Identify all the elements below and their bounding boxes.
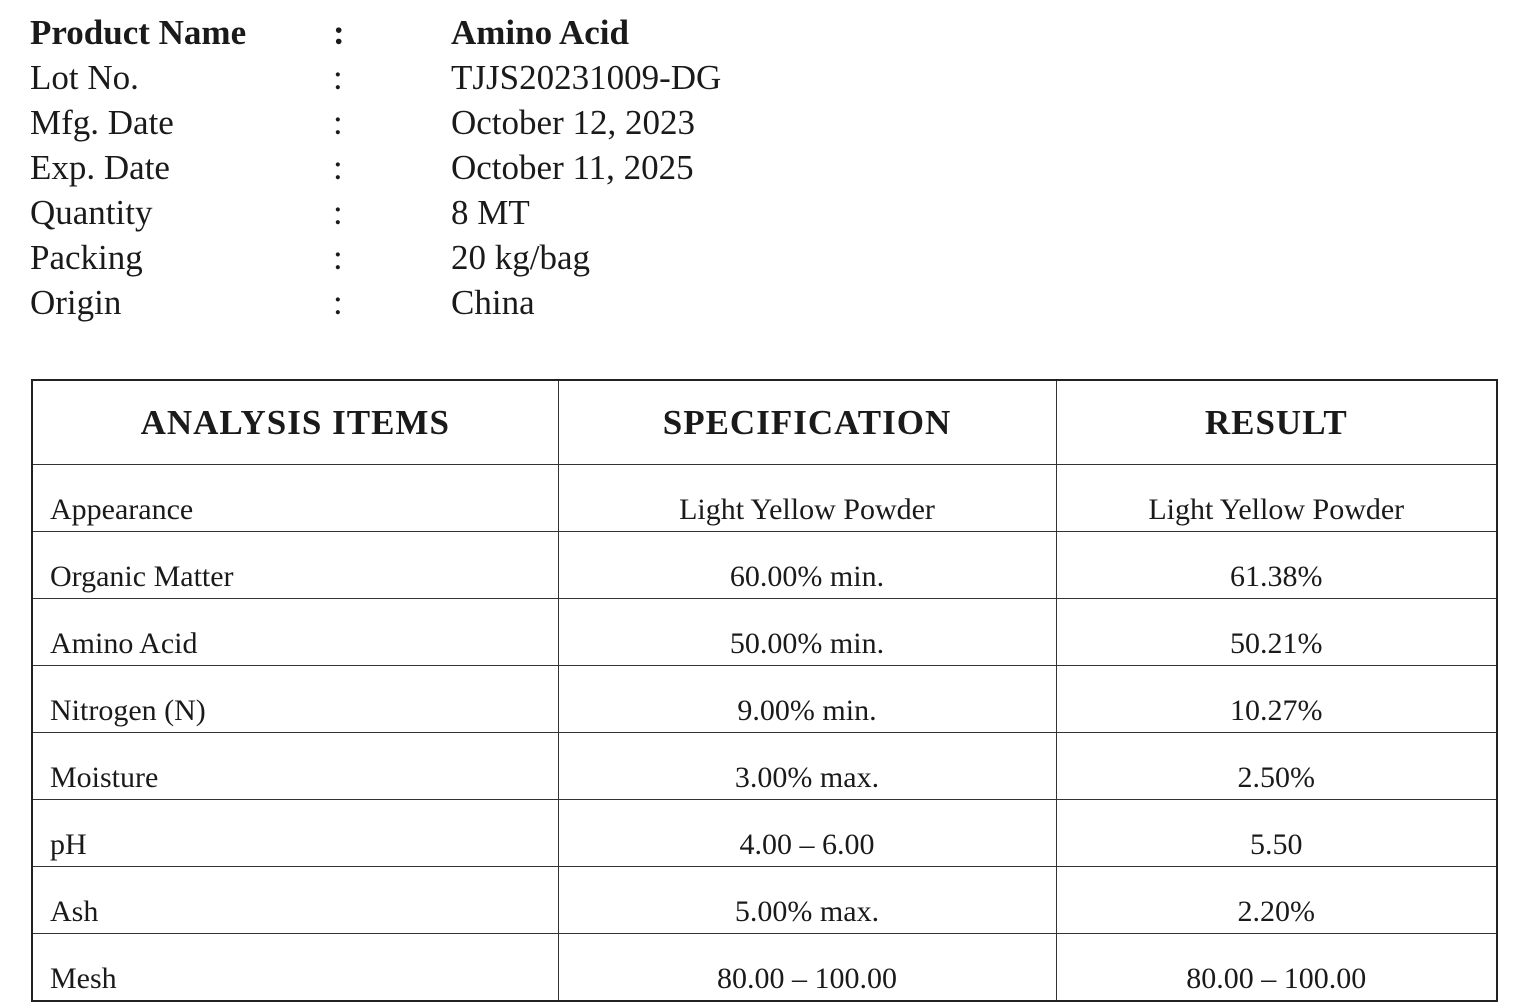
header-analysis-items: ANALYSIS ITEMS	[32, 380, 558, 465]
info-colon: :	[333, 58, 343, 97]
specification-cell: 9.00% min.	[558, 666, 1056, 733]
info-value: China	[451, 283, 535, 322]
analysis-item-cell: Ash	[32, 867, 558, 934]
table-row	[32, 934, 1497, 1002]
info-label: Origin	[30, 283, 122, 322]
analysis-item-cell: Mesh	[32, 934, 558, 1002]
header-specification: SPECIFICATION	[558, 380, 1056, 465]
info-label: Product Name	[30, 13, 247, 52]
analysis-item-cell: Organic Matter	[32, 532, 558, 599]
result-cell: 10.27%	[1056, 666, 1497, 733]
info-value: Amino Acid	[451, 13, 629, 52]
table-header-row	[32, 380, 1497, 465]
info-colon: :	[333, 13, 345, 52]
info-value: October 11, 2025	[451, 148, 694, 187]
header-result: RESULT	[1056, 380, 1497, 465]
result-cell: 2.20%	[1056, 867, 1497, 934]
specification-cell: 50.00% min.	[558, 599, 1056, 666]
analysis-table	[31, 379, 1498, 1002]
table-row	[32, 599, 1497, 666]
specification-cell: 4.00 – 6.00	[558, 800, 1056, 867]
table-row	[32, 666, 1497, 733]
info-value: October 12, 2023	[451, 103, 695, 142]
table-row	[32, 532, 1497, 599]
info-label: Lot No.	[30, 58, 139, 97]
analysis-item-cell: pH	[32, 800, 558, 867]
info-value: 20 kg/bag	[451, 238, 591, 277]
result-cell: 61.38%	[1056, 532, 1497, 599]
info-colon: :	[333, 238, 343, 277]
info-colon: :	[333, 193, 343, 232]
analysis-item-cell: Moisture	[32, 733, 558, 800]
info-label: Exp. Date	[30, 148, 170, 187]
table-row	[32, 800, 1497, 867]
info-label: Packing	[30, 238, 143, 277]
info-label: Mfg. Date	[30, 103, 174, 142]
table-row	[32, 867, 1497, 934]
analysis-item-cell: Nitrogen (N)	[32, 666, 558, 733]
info-colon: :	[333, 103, 343, 142]
analysis-item-cell: Amino Acid	[32, 599, 558, 666]
result-cell: 50.21%	[1056, 599, 1497, 666]
result-cell: 2.50%	[1056, 733, 1497, 800]
specification-cell: 80.00 – 100.00	[558, 934, 1056, 1002]
info-colon: :	[333, 148, 343, 187]
analysis-item-cell: Appearance	[32, 465, 558, 532]
specification-cell: 5.00% max.	[558, 867, 1056, 934]
table-row	[32, 465, 1497, 532]
specification-cell: 60.00% min.	[558, 532, 1056, 599]
info-value: TJJS20231009-DG	[451, 58, 722, 97]
info-colon: :	[333, 283, 343, 322]
table-row	[32, 733, 1497, 800]
result-cell: 5.50	[1056, 800, 1497, 867]
info-label: Quantity	[30, 193, 153, 232]
result-cell: 80.00 – 100.00	[1056, 934, 1497, 1002]
specification-cell: Light Yellow Powder	[558, 465, 1056, 532]
specification-cell: 3.00% max.	[558, 733, 1056, 800]
info-value: 8 MT	[451, 193, 530, 232]
result-cell: Light Yellow Powder	[1056, 465, 1497, 532]
